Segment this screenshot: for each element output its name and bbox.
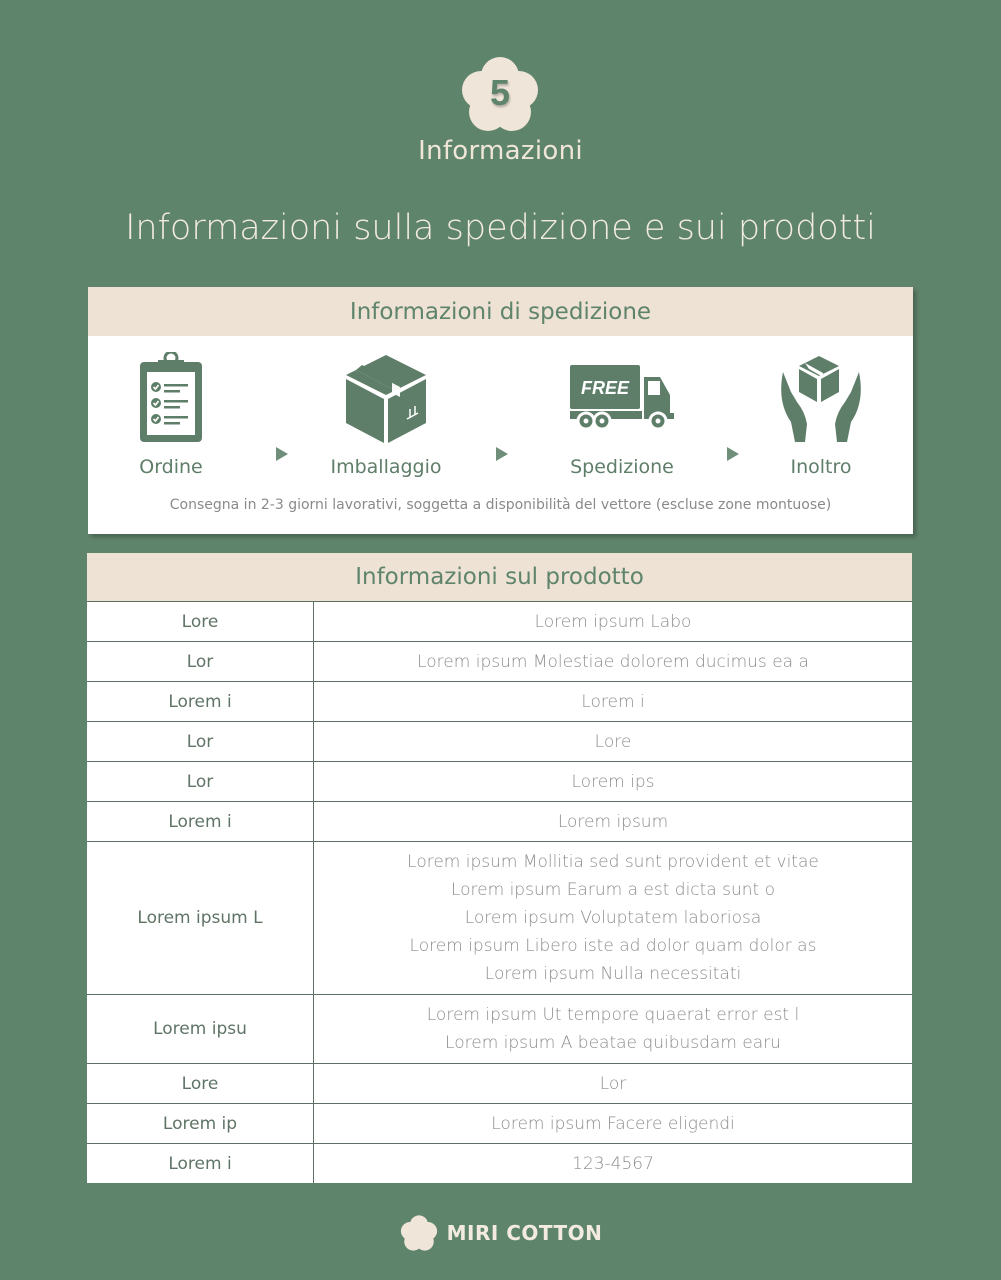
row-key: Lorem i [87, 802, 314, 842]
row-value [314, 682, 913, 722]
value-line: Lorem ipsum Nulla necessitati [484, 964, 742, 984]
step-order [91, 350, 251, 478]
arrow-right-icon [727, 447, 739, 461]
value-line: Lorem ipsum Libero iste ad dolor quam dolor as [409, 936, 817, 956]
arrow-right-icon [496, 447, 508, 461]
step-label: Imballaggio [330, 456, 442, 478]
value-line: Lorem i [581, 691, 645, 712]
svg-text:FREE: FREE [580, 378, 630, 398]
value-line: 123-4567 [572, 1153, 654, 1174]
table-row [87, 602, 912, 642]
value-line: Lorem ipsum A beatae quibusdam earu [445, 1033, 781, 1053]
table-row [87, 762, 912, 802]
row-value [314, 1104, 913, 1144]
flower-logo-icon [399, 1213, 439, 1253]
row-key: Lorem i [87, 682, 314, 722]
table-row [87, 1064, 912, 1104]
hands-holding-box-icon [741, 350, 901, 446]
step-shipping [542, 350, 702, 478]
row-value [314, 602, 913, 642]
row-value [314, 762, 913, 802]
table-row [87, 682, 912, 722]
row-key: Lor [87, 722, 314, 762]
step-badge [458, 52, 542, 136]
row-value [314, 1144, 913, 1184]
value-line: Lorem ipsum [557, 811, 669, 832]
row-key: Lorem ipsu [87, 995, 314, 1064]
row-value [314, 995, 913, 1064]
step-packaging [306, 350, 466, 478]
value-line: Lorem ipsum Ut tempore quaerat error est l [426, 1005, 800, 1025]
row-value [314, 642, 913, 682]
brand-name: MIRI COTTON [446, 1221, 603, 1245]
table-row [87, 642, 912, 682]
shipping-info-card [88, 287, 913, 534]
package-box-icon [306, 350, 466, 446]
value-line: Lorem ipsum Earum a est dicta sunt o [450, 880, 776, 900]
row-key: Lore [87, 1064, 314, 1104]
step-label: Spedizione [570, 456, 674, 478]
row-key: Lorem ipsum L [87, 842, 314, 995]
section-label: Informazioni [418, 136, 583, 166]
step-number: 5 [489, 72, 511, 113]
step-forwarding [741, 350, 901, 478]
product-table [87, 602, 912, 1183]
value-line: Lorem ipsum Facere eligendi [491, 1113, 735, 1134]
value-line: Lorem ips [571, 771, 655, 792]
row-key: Lorem i [87, 1144, 314, 1184]
value-line: Lor [599, 1073, 627, 1094]
row-value [314, 722, 913, 762]
page-title: Informazioni sulla spedizione e sui prodotti [125, 208, 876, 248]
row-key: Lor [87, 762, 314, 802]
value-line: Lorem ipsum Voluptatem laboriosa [464, 908, 762, 928]
arrow-right-icon [276, 447, 288, 461]
product-heading: Informazioni sul prodotto [87, 553, 912, 602]
table-row [87, 802, 912, 842]
row-key: Lor [87, 642, 314, 682]
product-info-card [87, 553, 912, 1183]
table-row [87, 842, 912, 995]
row-key: Lorem ip [87, 1104, 314, 1144]
row-value [314, 1064, 913, 1104]
clipboard-checklist-icon [91, 350, 251, 446]
row-value [314, 842, 913, 995]
value-line: Lorem ipsum Mollitia sed sunt provident et vitae [407, 852, 819, 872]
delivery-truck-icon [542, 350, 702, 446]
step-label: Ordine [139, 456, 203, 478]
footer-brand [0, 1213, 1001, 1253]
table-row [87, 995, 912, 1064]
value-line: Lorem ipsum Molestiae dolorem ducimus ea a [417, 651, 809, 672]
step-label: Inoltro [790, 456, 852, 478]
value-line: Lorem ipsum Labo [534, 611, 692, 632]
table-row [87, 722, 912, 762]
value-line: Lore [594, 731, 632, 752]
row-value [314, 802, 913, 842]
table-row [87, 1104, 912, 1144]
shipping-heading: Informazioni di spedizione [88, 287, 913, 336]
shipping-note: Consegna in 2-3 giorni lavorativi, soggetta a disponibilità del vettore (escluse zone montuose) [169, 497, 832, 513]
row-key: Lore [87, 602, 314, 642]
shipping-steps [88, 336, 913, 486]
table-row [87, 1144, 912, 1184]
